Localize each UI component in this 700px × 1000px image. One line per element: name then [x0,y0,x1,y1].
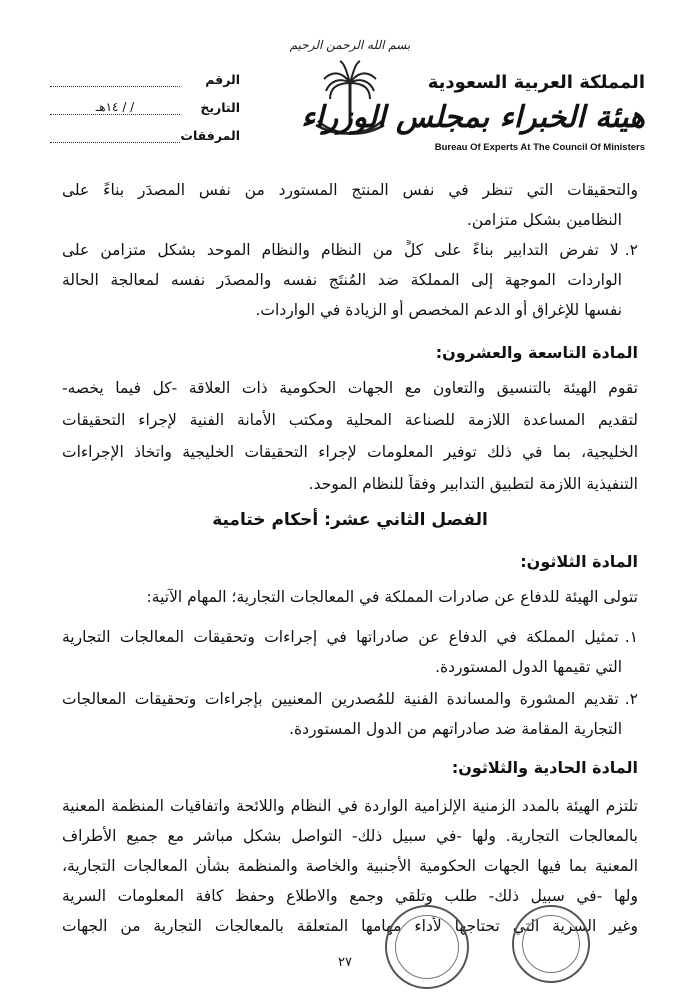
paragraph-line: التنفيذية اللازمة لتطبيق التدابير وفقاً للنظام الموحد. [308,475,638,493]
paragraph-line: والتحقيقات التي تنظر في نفس المنتج المستورد من نفس المصدَر بناءً على [62,181,638,199]
paragraph-line: بالمعالجات التجارية. ولها -في سبيل ذلك- التواصل بشكل مباشر مع جميع الأطراف [62,827,638,845]
paragraph-line: الخليجية، بما في ذلك توفير المعلومات لإجراء التحقيقات الخليجية واتخاذ الإجراءات [62,443,638,461]
list-item-line: ٢.لا تفرض التدابير بناءً على كلٍّ من النظام والنظام الموحد بشكل متزامن على [62,241,638,259]
paragraph-line: تقوم الهيئة بالتنسيق والتعاون مع الجهات الحكومية ذات العلاقة -كل فيما يخصه- [62,379,638,397]
date-label: التاريخ [200,100,240,115]
date-value: / / ١٤هـ [50,100,180,115]
list-number: ١. [624,628,638,646]
basmala: بسم الله الرحمن الرحيم [289,38,411,52]
bureau-name: هيئة الخبراء بمجلس الوزراء [301,100,645,135]
list-number: ٢. [624,690,638,708]
paragraph-line: تلتزم الهيئة بالمدد الزمنية الإلزامية الواردة في النظام واللائحة واتفاقيات المنظمة المعنية [62,797,638,815]
list-item-line: الواردات الموجهة إلى المملكة ضد المُنتَج نفسه والمصدَر نفسه لمعالجة الحالة [62,271,622,289]
article-heading: المادة الثلاثون: [520,552,638,571]
official-stamp [512,905,590,983]
article-heading: المادة الحادية والثلاثون: [451,758,638,777]
list-item-line: ١.تمثيل المملكة في الدفاع عن صادراتها في إجراءات وتحقيقات المعالجات التجارية [62,628,638,646]
attachments-field [40,128,240,146]
list-number: ٢. [624,241,638,259]
list-item-line: التجارية المقامة ضد صادراتهم من الدول المستوردة. [289,720,622,738]
reference-value [50,72,180,87]
list-item-line: التي تقيمها الدول المستوردة. [435,658,622,676]
article-heading: المادة التاسعة والعشرون: [435,343,638,362]
bureau-name-english: Bureau Of Experts At The Council Of Ministers [434,142,645,153]
paragraph-line: لتقديم المساعدة اللازمة للصناعة المحلية ومكتب الأمانة الفنية لإجراء التحقيقات [62,411,638,429]
paragraph-line: وغير السرية التي تحتاجها لأداء مهامها المتعلقة بالمعالجات التجارية من الجهات [62,917,638,935]
attachments-value [50,128,180,143]
list-item-line: نفسها للإغراق أو الدعم المخصص أو الزيادة في الواردات. [255,301,622,319]
list-item-line: ٢.تقديم المشورة والمساندة الفنية للمُصدرين المعنيين بإجراءات وتحقيقات المعالجات [62,690,638,708]
reference-field [40,72,240,90]
paragraph-line: المعنية بما فيها الجهات الحكومية الأجنبية والخاصة والمنظمة بشأن المعالجات التجارية، [62,857,638,875]
page-number: ٢٧ [338,955,352,970]
kingdom-name: المملكة العربية السعودية [427,72,645,93]
official-stamp [385,905,469,989]
paragraph-line: تتولى الهيئة للدفاع عن صادرات المملكة في المعالجات التجارية؛ المهام الآتية: [146,588,638,606]
paragraph-line: ولها -في سبيل ذلك- طلب وتلقي وجمع والاطلاع وحفظ كافة المعلومات السرية [62,887,638,905]
date-field [40,100,240,118]
chapter-heading: الفصل الثاني عشر: أحكام ختامية [212,510,488,530]
attachments-label: المرفقات [180,128,240,143]
reference-label: الرقم [205,72,240,87]
paragraph-line: النظامين بشكل متزامن. [466,211,622,229]
